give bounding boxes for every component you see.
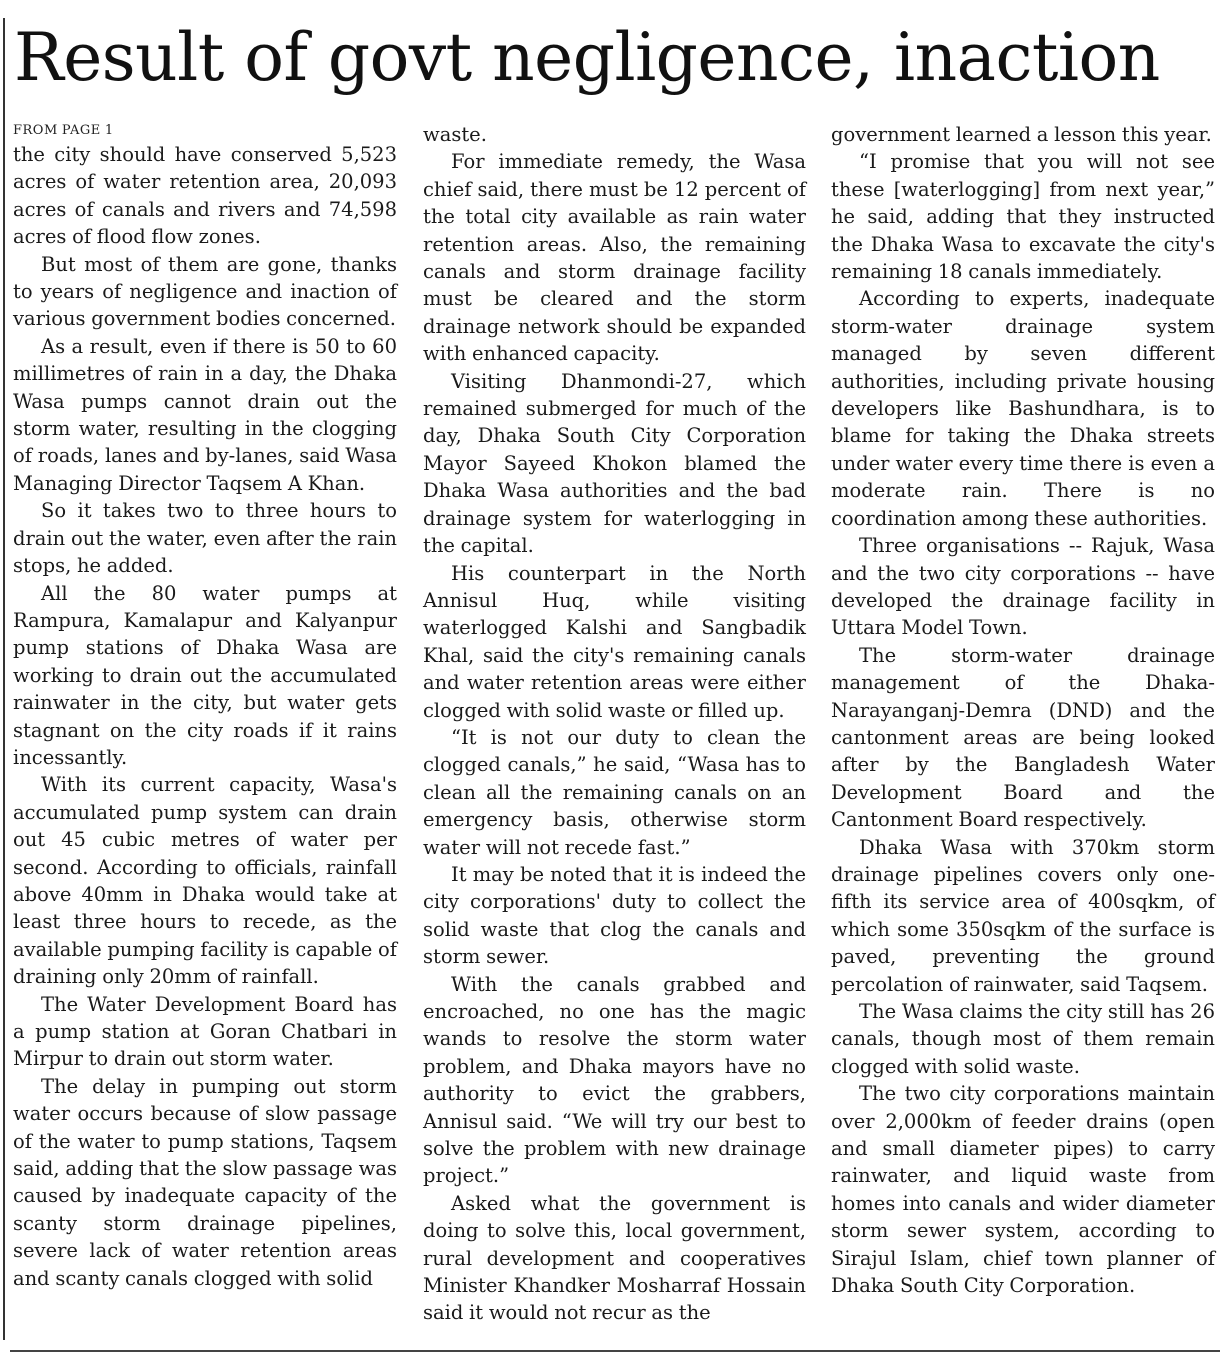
- article-paragraph: It may be noted that it is indeed the city corporations' duty to collect the solid waste that clog the canals and storm sewer.: [423, 862, 806, 969]
- dateline: FROM PAGE 1: [13, 123, 114, 138]
- headline: Result of govt negligence, inaction: [14, 19, 1160, 96]
- article-paragraph: The delay in pumping out storm water occurs because of slow passage of the water to pump stations, Taqsem said, adding that the slow passage was caused by inadequate capacity of the scanty storm drainage pipelines, severe lack of water retention areas and scanty canals clogged with solid: [13, 1074, 397, 1290]
- article-column-3: [831, 121, 1215, 1299]
- article-paragraph: Three organisations -- Rajuk, Wasa and the two city corporations -- have developed the drainage facility in Uttara Model Town.: [831, 534, 1215, 640]
- column-1-body: [13, 141, 397, 1292]
- article-paragraph: His counterpart in the North Annisul Huq, while visiting waterlogged Kalshi and Sangbadik Khal, said the city's remaining canals and water retention areas were either clogged with solid waste or filled up.: [423, 561, 806, 722]
- article-paragraph: But most of them are gone, thanks to years of negligence and inaction of various government bodies concerned.: [13, 252, 397, 331]
- article-paragraph: All the 80 water pumps at Rampura, Kamalapur and Kalyanpur pump stations of Dhaka Wasa are working to drain out the accumulated rainwater in the city, but water gets stagnant on the city roads if it rains incessantly.: [13, 581, 397, 769]
- article-paragraph: waste.: [423, 123, 487, 146]
- article-paragraph: The two city corporations maintain over 2,000km of feeder drains (open and small diameter pipes) to carry rainwater, and liquid waste from homes into canals and wider diameter storm sewer system, according to Sirajul Islam, chief town planner of Dhaka South City Corporation.: [831, 1082, 1215, 1298]
- article-paragraph: Asked what the government is doing to solve this, local government, rural development and cooperatives Minister Khandker Mosharraf Hossain said it would not recur as the: [423, 1191, 806, 1325]
- article-paragraph: The Wasa claims the city still has 26 canals, though most of them remain clogged with solid waste.: [831, 1000, 1215, 1078]
- article-paragraph: The storm-water drainage management of the Dhaka-Narayanganj-Demra (DND) and the cantonment areas are being looked after by the Bangladesh Water Development Board and the Cantonment Board respectively.: [831, 643, 1215, 832]
- left-border-rule: [3, 18, 5, 1340]
- article-column-2: [423, 121, 806, 1327]
- column-3-body: [831, 121, 1215, 1299]
- article-column-1: [13, 121, 397, 1292]
- article-paragraph: “It is not our duty to clean the clogged canals,” he said, “Wasa has to clean all the remaining canals on an emergency basis, otherwise storm water will not recede fast.”: [423, 725, 806, 859]
- article-paragraph: With the canals grabbed and encroached, no one has the magic wands to resolve the storm water problem, and Dhaka mayors have no authority to evict the grabbers, Annisul said. “We will try our best to solve the problem with new drainage project.”: [423, 972, 806, 1188]
- bottom-border-rule: [10, 1350, 1220, 1352]
- article-paragraph: With its current capacity, Wasa's accumulated pump system can drain out 45 cubic metres of water per second. According to officials, rainfall above 40mm in Dhaka would take at least three hours to recede, as the available pumping facility is capable of draining only 20mm of rainfall.: [13, 773, 397, 989]
- article-paragraph: For immediate remedy, the Wasa chief said, there must be 12 percent of the total city available as rain water retention areas. Also, the remaining canals and storm drainage facility must be cleared and the storm drainage network should be expanded with enhanced capacity.: [423, 150, 806, 366]
- article-paragraph: government learned a lesson this year.: [831, 123, 1212, 146]
- article-paragraph: “I promise that you will not see these [waterlogging] from next year,” he said, adding that they instructed the Dhaka Wasa to excavate the city's remaining 18 canals immediately.: [831, 150, 1215, 284]
- column-2-body: [423, 121, 806, 1327]
- article-paragraph: Visiting Dhanmondi-27, which remained submerged for much of the day, Dhaka South City Corporation Mayor Sayeed Khokon blamed the Dhaka Wasa authorities and the bad drainage system for waterlogging in the capital.: [423, 369, 806, 558]
- article-paragraph: As a result, even if there is 50 to 60 millimetres of rain in a day, the Dhaka Wasa pumps cannot drain out the storm water, resulting in the clogging of roads, lanes and by-lanes, said Wasa Managing Director Taqsem A Khan.: [13, 334, 397, 495]
- article-paragraph: the city should have conserved 5,523 acres of water retention area, 20,093 acres of canals and rivers and 74,598 acres of flood flow zones.: [13, 143, 397, 249]
- article-paragraph: So it takes two to three hours to drain out the water, even after the rain stops, he added.: [13, 499, 397, 578]
- article-paragraph: Dhaka Wasa with 370km storm drainage pipelines covers only one-fifth its service area of 400sqkm, of which some 350sqkm of the surface is paved, preventing the ground percolation of rainwater, said Taqsem.: [831, 835, 1215, 996]
- article-paragraph: The Water Development Board has a pump station at Goran Chatbari in Mirpur to drain out storm water.: [13, 992, 397, 1071]
- article-paragraph: According to experts, inadequate storm-water drainage system managed by seven different authorities, including private housing developers like Bashundhara, is to blame for taking the Dhaka streets under water every time there is even a moderate rain. There is no coordination among these authorities.: [831, 287, 1215, 530]
